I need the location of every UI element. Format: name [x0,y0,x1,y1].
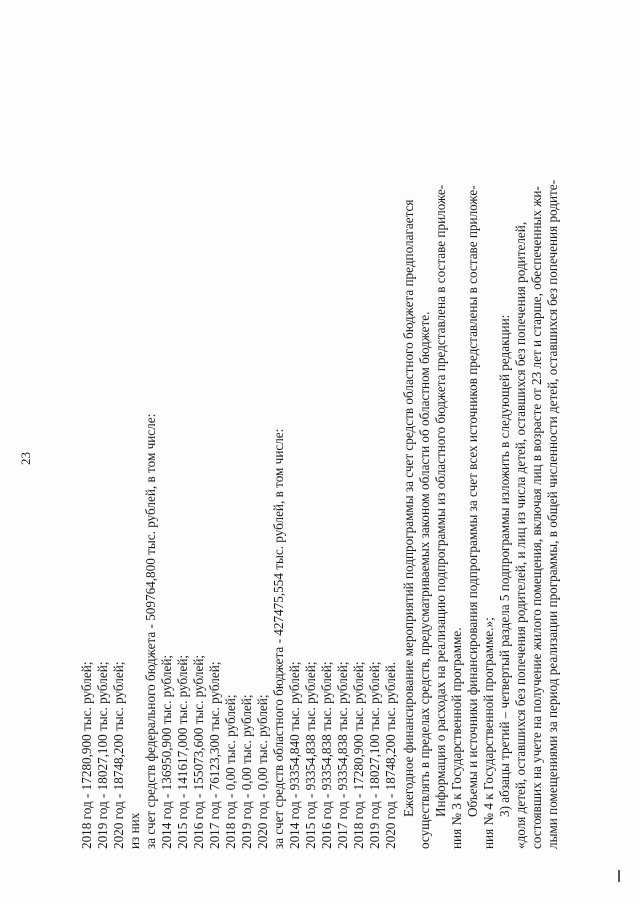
text-line: 2018 год - 17280,900 тыс. рублей; [79,661,94,849]
text-line: из них [127,812,142,849]
text-line: осуществлять в пределах средств, предусматриваемых законом области об областном бюджете. [417,311,432,849]
text-line: 2017 год - 76123,300 тыс. рублей; [207,661,222,849]
text-line: 2019 год - 18027,100 тыс. рублей; [367,661,382,849]
text-line: ния № 3 к Государственной программе. [449,627,464,849]
text-line: 2018 год - 17280,900 тыс. рублей; [351,661,366,849]
text-line: 2018 год - 0,00 тыс. рублей; [223,694,238,849]
text-line: 2015 год - 93354,838 тыс. рублей; [303,661,318,849]
text-line: 2016 год - 93354,838 тыс. рублей; [319,661,334,849]
text-line: лыми помещениями за период реализации программы, в общей численности детей, оставшихся без попечения родите- [545,179,560,849]
page-number: 23 [18,452,33,465]
text-line: «доля детей, оставшихся без попечения родителей, и лиц из числа детей, оставшихся без попечения родителей, [513,221,528,849]
text-line: Информация о расходах на реализацию подпрограммы из областного бюджета представлена в составе приложе- [433,184,448,817]
text-line: 2020 год - 18748,200 тыс. рублей; [111,661,126,849]
text-line: за счет средств федерального бюджета - 509764,800 тыс. рублей, в том числе: [143,413,158,849]
text-line: 3) абзацы третий – четвертый раздела 5 подпрограммы изложить в следующей редакции: [497,314,512,817]
text-line: 2020 год - 0,00 тыс. рублей; [255,694,270,849]
text-line: 2020 год - 18748,200 тыс. рублей. [383,661,398,849]
text-line: состоявших на учете на получение жилого помещения, включая лиц в возрасте от 23 лет и старше, обеспеченных жи- [529,186,544,849]
text-line: Объемы и источники финансирования подпрограммы за счет всех источников представлены в составе приложе- [465,185,480,817]
text-line: 2014 год - 136950,900 тыс. рублей; [159,654,174,849]
text-line: 2016 год - 155073,600 тыс. рублей; [191,654,206,849]
text-line: 2014 год - 93354,840 тыс. рублей; [287,661,302,849]
text-line: ния № 4 к Государственной программе.»; [481,617,496,849]
text-line: 2015 год - 141617,000 тыс. рублей; [175,654,190,849]
text-line: 2017 год - 93354,838 тыс. рублей; [335,661,350,849]
text-line: Ежегодное финансирование мероприятий подпрограммы за счет средств областного бюджета предполагается [401,199,416,817]
text-line: 2019 год - 0,00 тыс. рублей; [239,694,254,849]
text-line: 2019 год - 18027,100 тыс. рублей; [95,661,110,849]
text-line: за счет средств областного бюджета - 427475,554 тыс. рублей, в том числе: [271,428,286,849]
